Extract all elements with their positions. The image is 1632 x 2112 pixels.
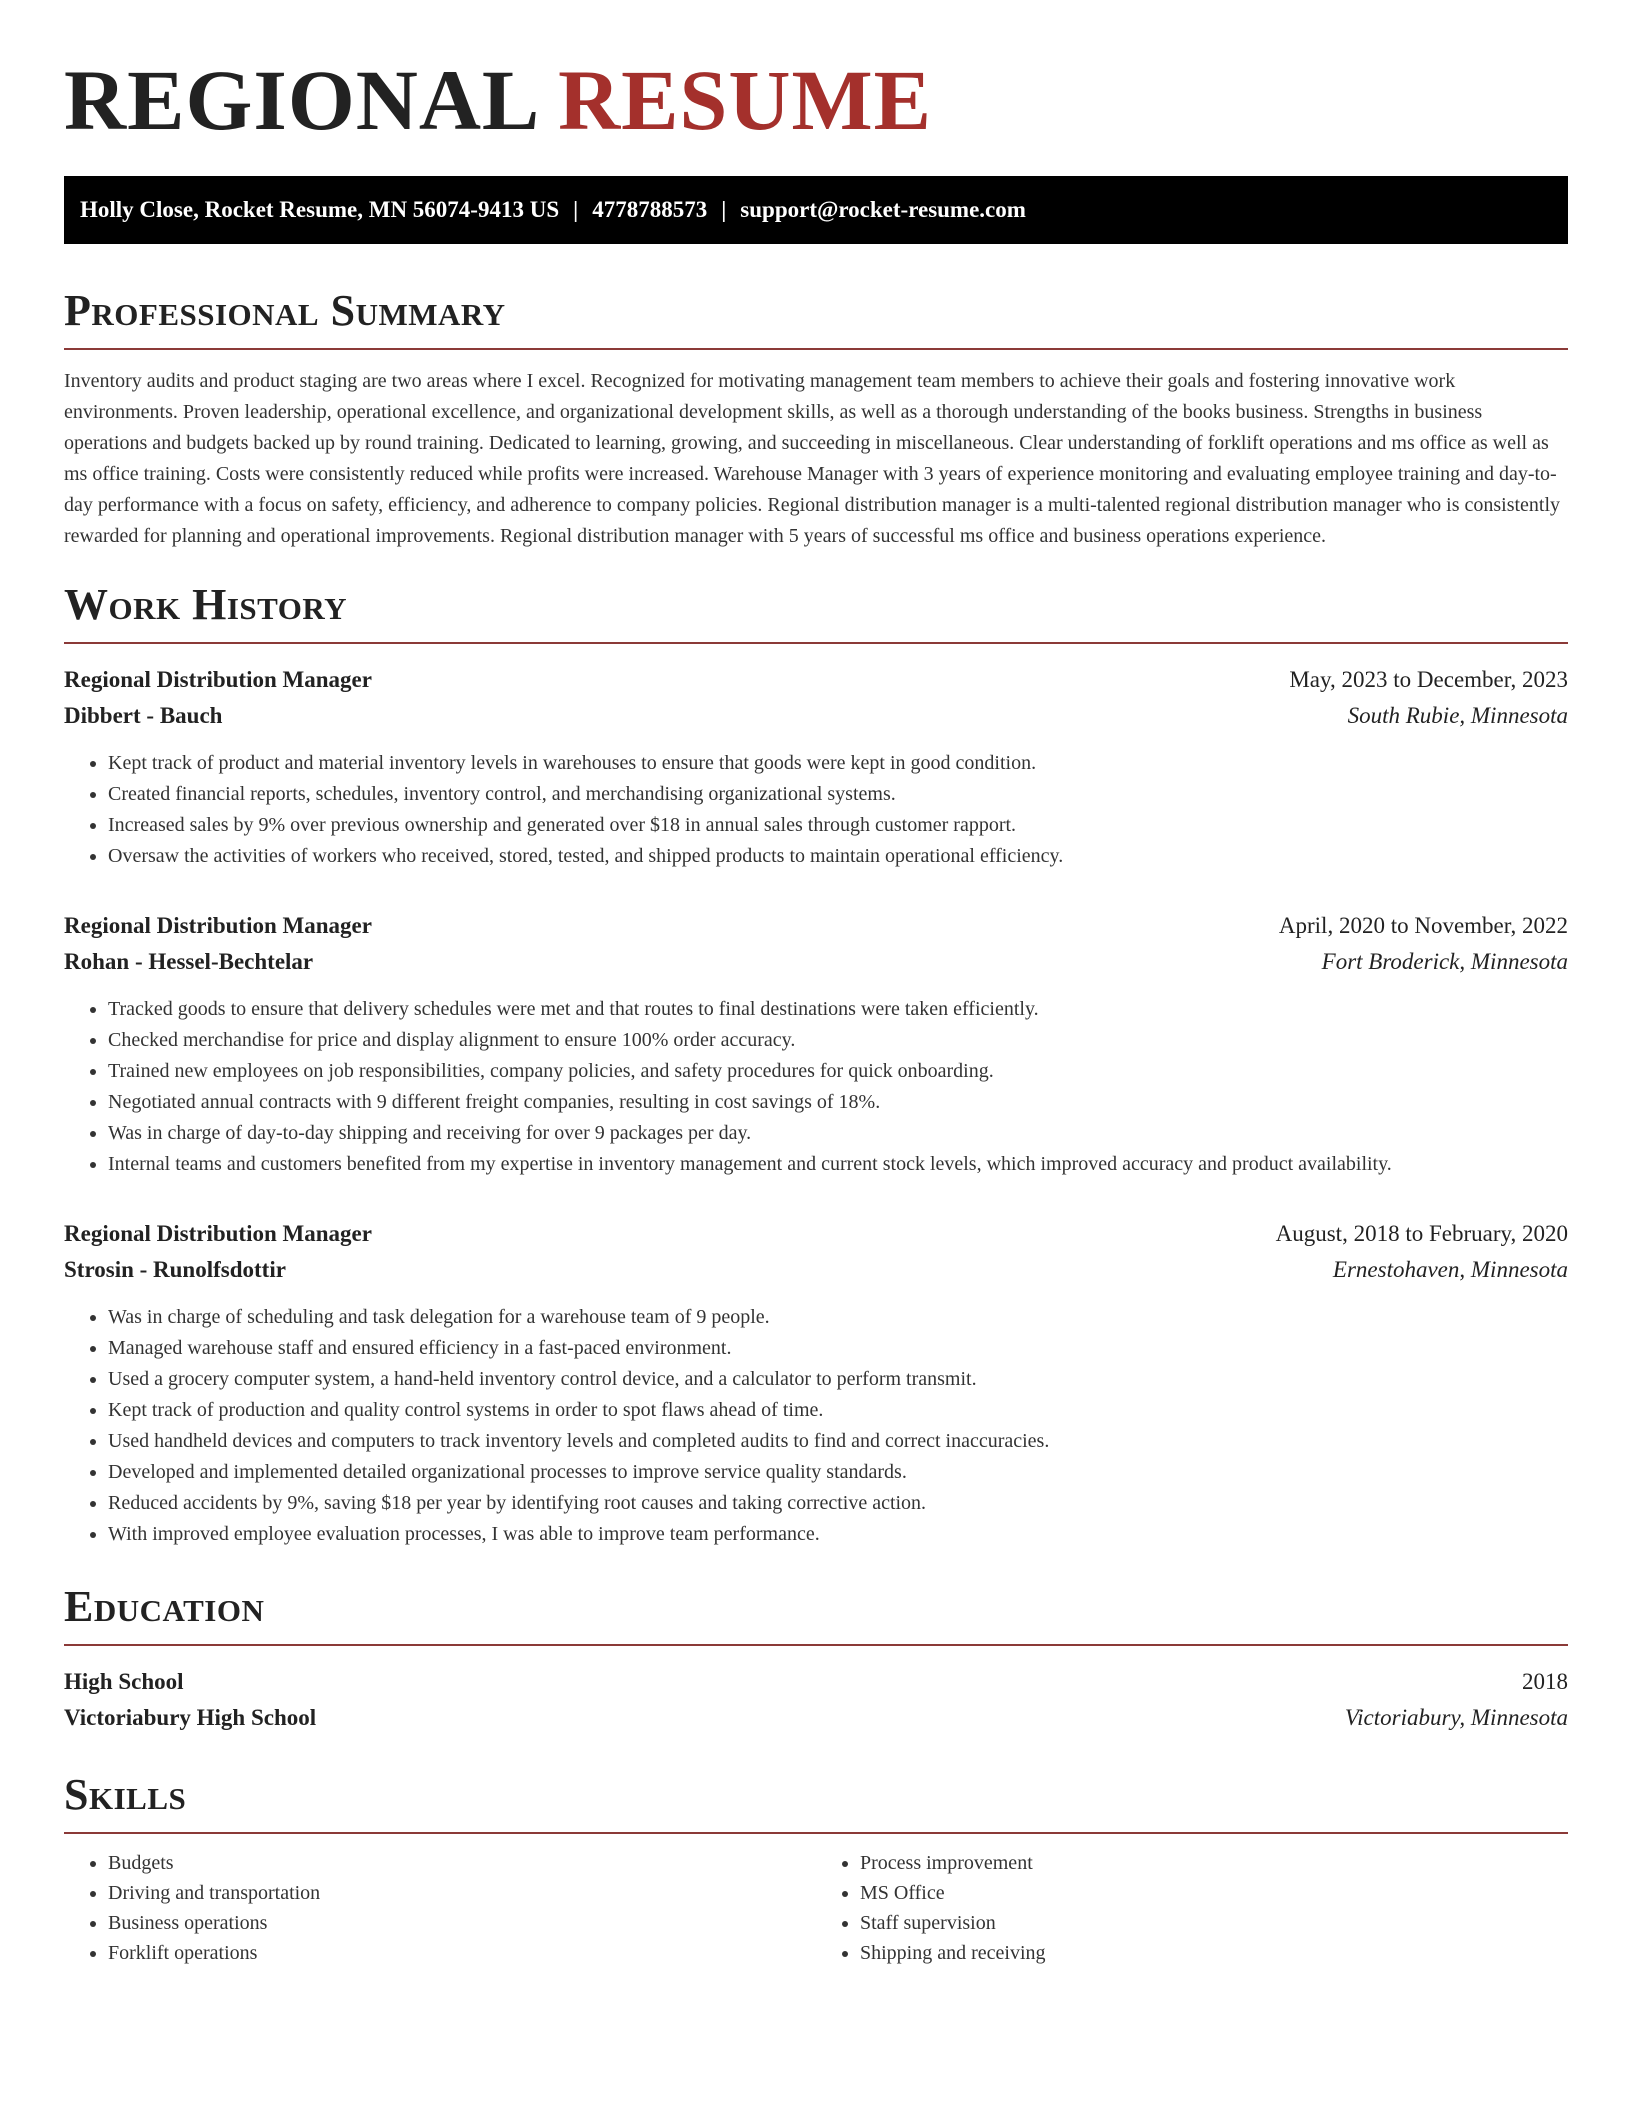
education-year: 2018 xyxy=(1522,1669,1568,1694)
job-company: Strosin - Runolfsdottir xyxy=(64,1257,286,1282)
job-location: Fort Broderick, Minnesota xyxy=(1321,949,1568,974)
job-bullet: • Trained new employees on job responsibilities, company policies, and safety procedures for quick onboarding. xyxy=(108,1056,1568,1087)
job-bullet: • Used handheld devices and computers to track inventory levels and completed audits to find and correct inaccuracies. xyxy=(108,1426,1568,1457)
contact-phone: 4778788573 xyxy=(592,197,708,222)
job-bullet: • Increased sales by 9% over previous ownership and generated over $18 in annual sales through customer rapport. xyxy=(108,810,1568,841)
job-company-row xyxy=(64,1252,1568,1288)
job-entry xyxy=(64,908,1568,1180)
skill-item: • Shipping and receiving xyxy=(860,1938,1568,1968)
job-title: Regional Distribution Manager xyxy=(64,1221,372,1246)
skills-grid xyxy=(64,1848,1568,1968)
job-bullet: • Checked merchandise for price and display alignment to ensure 100% order accuracy. xyxy=(108,1025,1568,1056)
job-bullet: • Created financial reports, schedules, inventory control, and merchandising organizational systems. xyxy=(108,779,1568,810)
job-company-row xyxy=(64,698,1568,734)
education-degree: High School xyxy=(64,1669,184,1694)
job-title: Regional Distribution Manager xyxy=(64,913,372,938)
job-bullet: • Was in charge of day-to-day shipping and receiving for over 9 packages per day. xyxy=(108,1118,1568,1149)
job-bullet: • Managed warehouse staff and ensured efficiency in a fast-paced environment. xyxy=(108,1333,1568,1364)
skill-item: • Budgets xyxy=(108,1848,816,1878)
skills-heading: Skills xyxy=(64,1772,1568,1834)
job-title: Regional Distribution Manager xyxy=(64,667,372,692)
job-bullet: • Developed and implemented detailed organizational processes to improve service quality standards. xyxy=(108,1457,1568,1488)
job-bullet: • Used a grocery computer system, a hand-held inventory control device, and a calculator to perform transmit. xyxy=(108,1364,1568,1395)
job-company: Rohan - Hessel-Bechtelar xyxy=(64,949,314,974)
skill-item: • MS Office xyxy=(860,1878,1568,1908)
job-bullet: • Negotiated annual contracts with 9 different freight companies, resulting in cost savings of 18%. xyxy=(108,1087,1568,1118)
education-heading: Education xyxy=(64,1584,1568,1646)
skill-item: • Process improvement xyxy=(860,1848,1568,1878)
job-bullet: • Tracked goods to ensure that delivery schedules were met and that routes to final destinations were taken efficiently. xyxy=(108,994,1568,1025)
skill-item: • Staff supervision xyxy=(860,1908,1568,1938)
job-company-row xyxy=(64,944,1568,980)
job-entry xyxy=(64,662,1568,872)
job-location: Ernestohaven, Minnesota xyxy=(1332,1257,1568,1282)
resume-title xyxy=(64,0,1568,148)
skills-left-column xyxy=(64,1848,816,1968)
education-degree-row xyxy=(64,1664,1568,1700)
job-location: South Rubie, Minnesota xyxy=(1347,703,1568,728)
job-bullet: • Reduced accidents by 9%, saving $18 per year by identifying root causes and taking corrective action. xyxy=(108,1488,1568,1519)
education-section xyxy=(64,1584,1568,1736)
job-bullets xyxy=(64,748,1568,872)
job-header-row xyxy=(64,1216,1568,1252)
skills-right-column xyxy=(816,1848,1568,1968)
title-second-word: RESUME xyxy=(558,52,932,148)
work-history-heading: Work History xyxy=(64,582,1568,644)
skill-item: • Driving and transportation xyxy=(108,1878,816,1908)
summary-text: Inventory audits and product staging are two areas where I excel. Recognized for motivating management team members to achieve their goals and fostering innovative work environments. Proven leadership, operational excellence, and organizational development skills, as well as a thorough understanding of the books business. Strengths in business operations and budgets backed up by round training. Dedicated to learning, growing, and succeeding in miscellaneous. Clear understanding of forklift operations and ms office as well as ms office training. Costs were consistently reduced while profits were increased. Warehouse Manager with 3 years of experience monitoring and evaluating employee training and day-to-day performance with a focus on safety, efficiency, and adherence to company policies. Regional distribution manager is a multi-talented regional distribution manager who is consistently rewarded for planning and operational improvements. Regional distribution manager with 5 years of successful ms office and business operations experience. xyxy=(64,370,1561,547)
job-dates: May, 2023 to December, 2023 xyxy=(1289,667,1568,692)
contact-separator: | xyxy=(573,197,579,222)
work-history-section xyxy=(64,582,1568,1550)
job-company: Dibbert - Bauch xyxy=(64,703,223,728)
summary-section xyxy=(64,288,1568,552)
title-first-word: REGIONAL xyxy=(64,52,536,148)
education-school-row xyxy=(64,1700,1568,1736)
job-bullet: • Oversaw the activities of workers who received, stored, tested, and shipped products to maintain operational efficiency. xyxy=(108,841,1568,872)
skills-section xyxy=(64,1772,1568,1968)
education-entry xyxy=(64,1664,1568,1736)
job-bullet: • With improved employee evaluation processes, I was able to improve team performance. xyxy=(108,1519,1568,1550)
job-bullets xyxy=(64,994,1568,1180)
job-bullet: • Was in charge of scheduling and task delegation for a warehouse team of 9 people. xyxy=(108,1302,1568,1333)
job-bullet: • Kept track of product and material inventory levels in warehouses to ensure that goods were kept in good condition. xyxy=(108,748,1568,779)
job-bullets xyxy=(64,1302,1568,1550)
summary-heading: Professional Summary xyxy=(64,288,1568,350)
contact-separator: | xyxy=(721,197,727,222)
contact-address: Holly Close, Rocket Resume, MN 56074-9413 US xyxy=(80,197,560,222)
contact-email: support@rocket-resume.com xyxy=(740,197,1026,222)
education-location: Victoriabury, Minnesota xyxy=(1344,1705,1568,1730)
job-dates: April, 2020 to November, 2022 xyxy=(1278,913,1568,938)
contact-bar xyxy=(64,176,1568,244)
job-header-row xyxy=(64,662,1568,698)
job-bullet: • Internal teams and customers benefited from my expertise in inventory management and current stock levels, which improved accuracy and product availability. xyxy=(108,1149,1568,1180)
skill-item: • Business operations xyxy=(108,1908,816,1938)
job-entry xyxy=(64,1216,1568,1550)
education-school: Victoriabury High School xyxy=(64,1705,317,1730)
skill-item: • Forklift operations xyxy=(108,1938,816,1968)
job-bullet: • Kept track of production and quality control systems in order to spot flaws ahead of time. xyxy=(108,1395,1568,1426)
job-header-row xyxy=(64,908,1568,944)
job-dates: August, 2018 to February, 2020 xyxy=(1275,1221,1568,1246)
